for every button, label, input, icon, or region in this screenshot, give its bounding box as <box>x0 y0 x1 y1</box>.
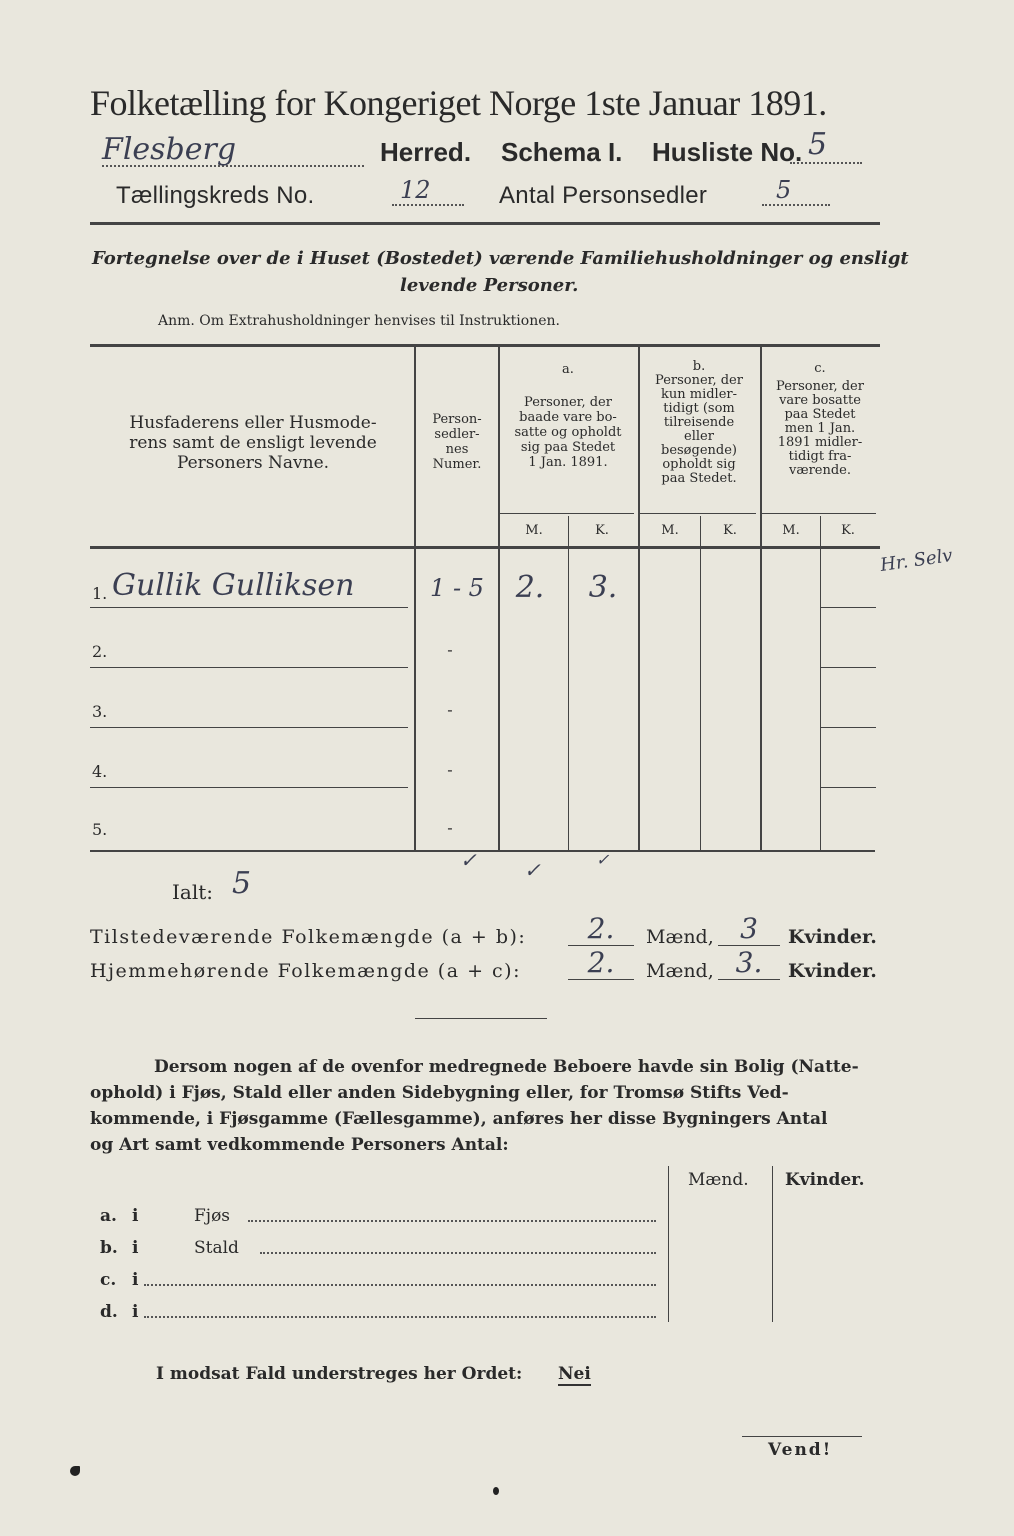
num-header-line: nes <box>445 442 469 457</box>
row-rule-c <box>820 607 876 608</box>
col-a-line: 1 Jan. 1891. <box>528 455 608 470</box>
herred-value: Flesberg <box>102 135 364 167</box>
names-header-word: rens samt de ensligt levende <box>129 433 377 453</box>
tilst-label: Tilstedeværende Folkemængde (a + b): <box>90 926 527 948</box>
col-c-header <box>762 362 878 478</box>
building-i: i <box>132 1270 139 1290</box>
ialt-label: Ialt: <box>172 880 213 904</box>
col-c-line: vare bosatte <box>779 393 861 408</box>
row-name: Gullik Gulliksen <box>112 568 355 603</box>
names-header-line: Personers Navne. <box>176 453 330 473</box>
col-b-letter: b. <box>692 359 706 374</box>
buildings-line: Dersom nogen af de ovenfor medregnede Beboere havde sin Bolig (Natte- <box>154 1057 859 1077</box>
building-dots <box>260 1246 656 1254</box>
buildings-maend-header: Mænd. <box>688 1170 749 1190</box>
col-a-line: satte og opholdt <box>514 425 622 440</box>
buildings-divider <box>772 1166 773 1322</box>
kreds-label: Tællingskreds No. <box>116 182 315 209</box>
header-rule <box>90 222 880 225</box>
row-rule-c <box>820 667 876 668</box>
col-c-line: 1891 midler- <box>777 435 863 450</box>
b-k-label: K. <box>723 523 737 538</box>
tilst-maend-label: Mænd, <box>646 926 714 948</box>
ink-mark-icon <box>70 1466 80 1476</box>
nei-word: Nei <box>558 1364 591 1384</box>
col-divider-c-mk <box>820 516 821 850</box>
col-a-line: baade vare bo- <box>519 410 617 425</box>
row-a-k: 3. <box>588 570 618 605</box>
building-i: i <box>132 1238 139 1258</box>
num-header-line: Numer. <box>432 457 482 472</box>
col-b-line: opholdt sig <box>662 457 736 472</box>
mk-rule-c <box>762 513 876 514</box>
buildings-kvinder-header: Kvinder. <box>785 1170 865 1190</box>
intro-line1: Fortegnelse over de i Huset (Bostedet) værende Familiehusholdninger og ensligt <box>92 248 909 269</box>
buildings-line: og Art samt vedkommende Personers Antal: <box>90 1135 509 1155</box>
mk-rule-a <box>500 513 634 514</box>
building-i: i <box>132 1206 139 1226</box>
row-number: 1. <box>92 584 108 603</box>
herred-label: Herred. <box>380 137 472 167</box>
building-dots <box>248 1214 656 1222</box>
husliste-value: 5 <box>790 128 862 164</box>
num-header-line: sedler- <box>434 427 480 442</box>
ink-mark-icon <box>493 1487 499 1495</box>
row-rule <box>90 787 408 788</box>
col-b-line: tilreisende <box>663 415 735 430</box>
num-header <box>416 412 498 472</box>
kreds-value: 12 <box>392 176 464 206</box>
building-dots <box>144 1278 656 1286</box>
names-header-line: Husfaderens eller Husmode- <box>129 413 377 433</box>
col-b-line: besøgende) <box>661 443 737 458</box>
buildings-paragraph <box>90 1054 859 1158</box>
a-m-label: M. <box>525 523 543 538</box>
check-mark-icon: ✓ <box>596 850 610 869</box>
antal-value: 5 <box>762 176 830 206</box>
modsat-text: I modsat Fald understreges her Ordet: <box>156 1364 523 1384</box>
col-b-line: kun midler- <box>660 387 738 402</box>
b-m-label: M. <box>661 523 679 538</box>
buildings-line: ophold) i Fjøs, Stald eller anden Sidebygning eller, for Tromsø Stifts Ved- <box>90 1083 789 1103</box>
col-b-line: paa Stedet. <box>661 471 737 486</box>
buildings-divider <box>668 1166 669 1322</box>
antal-label: Antal Personsedler <box>499 182 708 209</box>
building-label: Stald <box>194 1238 239 1258</box>
tilst-maend-value: 2. <box>568 912 634 946</box>
vend-rule <box>742 1436 862 1437</box>
tilst-kvinder-value: 3 <box>718 912 780 946</box>
building-dots <box>144 1310 656 1318</box>
col-c-line: Personer, der <box>776 379 864 394</box>
row-rule-c <box>820 727 876 728</box>
col-c-line: værende. <box>789 463 851 478</box>
husliste-label: Husliste No. <box>652 137 803 167</box>
hjem-kvinder-value: 3. <box>718 946 780 980</box>
row-num: 1 - 5 <box>430 574 484 602</box>
col-c-letter: c. <box>814 361 826 376</box>
row-num: - <box>447 700 453 719</box>
c-m-label: M. <box>782 523 800 538</box>
hjem-kvinder-label: Kvinder. <box>788 960 877 982</box>
names-header-line <box>94 433 412 453</box>
row-rule <box>90 607 408 608</box>
a-k-label: K. <box>595 523 609 538</box>
col-a-header <box>500 362 636 470</box>
row-a-m: 2. <box>515 570 545 605</box>
hjem-label: Hjemmehørende Folkemængde (a + c): <box>90 960 521 982</box>
building-letter: d. <box>100 1302 118 1322</box>
c-k-label: K. <box>841 523 855 538</box>
table-bottom-rule <box>90 850 875 852</box>
form-title: Folketælling for Kongeriget Norge 1ste Januar 1891. <box>90 83 827 123</box>
ialt-value: 5 <box>232 866 252 901</box>
schema-label: Schema I. <box>501 137 623 167</box>
building-letter: a. <box>100 1206 117 1226</box>
hjem-maend-label: Mænd, <box>646 960 714 982</box>
col-a-letter: a. <box>562 362 574 377</box>
row-num: - <box>447 818 453 837</box>
mk-rule-b <box>640 513 756 514</box>
section-divider <box>415 1018 547 1019</box>
row-num: - <box>447 760 453 779</box>
col-c-line: men 1 Jan. <box>784 421 856 436</box>
names-header <box>94 413 412 473</box>
col-c-line: tidigt fra- <box>788 449 852 464</box>
num-header-line: Person- <box>432 412 482 427</box>
col-a-line: Personer, der <box>524 395 612 410</box>
row-rule <box>90 727 408 728</box>
col-divider-a-mk <box>568 516 569 850</box>
row-rule <box>90 667 408 668</box>
anm-note: Anm. Om Extrahusholdninger henvises til Instruktionen. <box>158 313 560 329</box>
col-b-header <box>640 360 758 486</box>
row-num: - <box>447 640 453 659</box>
building-label: Fjøs <box>194 1206 231 1226</box>
check-mark-icon: ✓ <box>524 858 541 882</box>
hjem-maend-value: 2. <box>568 946 634 980</box>
buildings-line: kommende, i Fjøsgamme (Fællesgamme), anføres her disse Bygningers Antal <box>90 1109 828 1129</box>
row-number: 5. <box>92 820 108 839</box>
col-divider-b-mk <box>700 516 701 850</box>
row-number: 3. <box>92 702 108 721</box>
col-b-line: Personer, der <box>655 373 743 388</box>
tilst-kvinder-label: Kvinder. <box>788 926 877 948</box>
intro-line2: levende Personer. <box>400 275 579 296</box>
col-b-line: tidigt (som <box>663 401 735 416</box>
vend-text: Vend! <box>768 1440 833 1460</box>
building-letter: c. <box>100 1270 117 1290</box>
col-a-line: sig paa Stedet <box>520 440 616 455</box>
col-b-line: eller <box>684 429 714 444</box>
row-rule-c <box>820 787 876 788</box>
building-i: i <box>132 1302 139 1322</box>
check-mark-icon: ✓ <box>460 848 477 872</box>
row-number: 2. <box>92 642 108 661</box>
col-c-line: paa Stedet <box>784 407 856 422</box>
row-number: 4. <box>92 762 108 781</box>
building-letter: b. <box>100 1238 118 1258</box>
margin-note: Hr. Selv <box>878 545 954 576</box>
